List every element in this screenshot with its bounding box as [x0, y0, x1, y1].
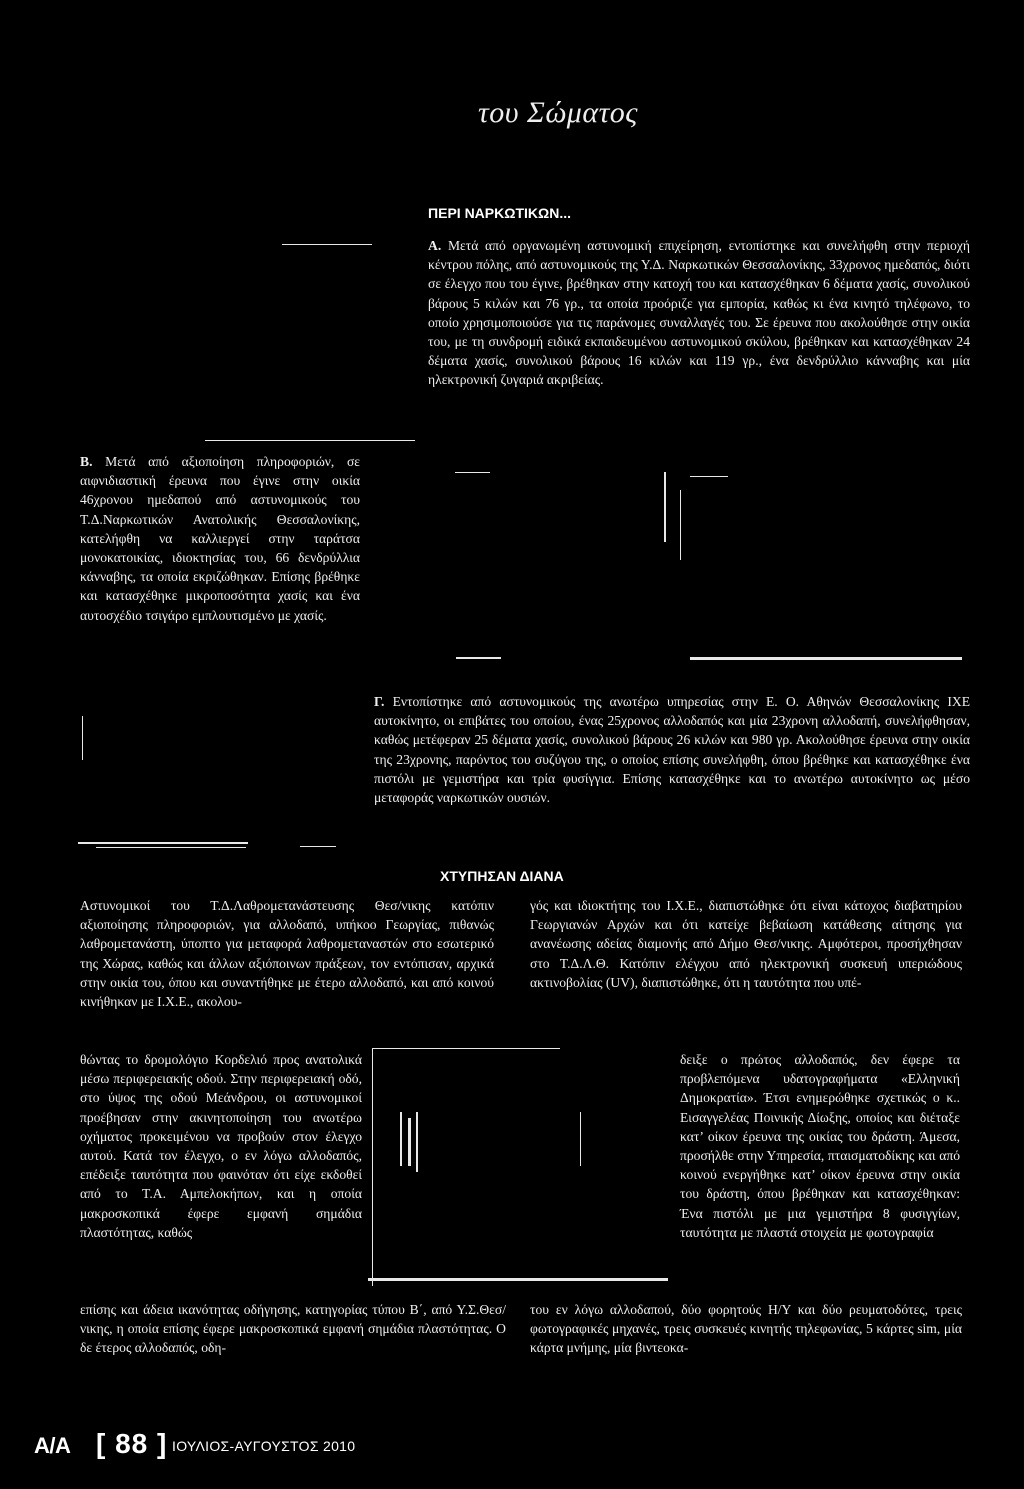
- story-left-bottom-text: επίσης και άδεια ικανότητας οδήγησης, κατηγορίας τύπου Β΄, από Υ.Σ.Θεσ/νικης, η οποία επίσης έφερε μακροσκοπικά εμφανή σημάδια πλαστότητας. Ο δε έτερος αλλοδαπός, οδη-: [80, 1302, 506, 1356]
- divider-line: [78, 842, 248, 844]
- page-header-title: του Σώματος: [478, 96, 638, 129]
- article-a-text: Μετά από οργανωμένη αστυνομική επιχείρηση, εντοπίστηκε και συνελήφθη στην περιοχή κέντρου πόλης, από αστυνομικούς της Υ.Δ. Ναρκωτικών Θεσσαλονίκης, 33χρονος ημεδαπός, διότι σε έλεγχο που του έγινε, βρέθηκαν στην κατοχή του και κατασχέθηκαν 6 δέματα χασίς, συνολικού βάρους 5 κιλών και 76 γρ., τα οποία προόριζε για εμπορία, καθώς κι ένα κινητό τηλέφωνο, το οποίο χρησιμοποιούσε για τις παράνομες συναλλαγές του. Σε έρευνα που ακολούθησε στην οικία του, με τη συνδρομή ειδικά εκπαιδευμένου αστυνομικού σκύλου, βρέθηκαν και κατασχέθηκαν 24 δέματα χασίς, συνολικού βάρους 16 κιλών και 119 γρ., ένα δενδρύλλιο κάνναβης και μία ηλεκτρονική ζυγαριά ακριβείας.: [428, 238, 970, 388]
- divider-line: [96, 847, 246, 848]
- story-heading: ΧΤΥΠΗΣΑΝ ΔΙΑΝΑ: [440, 868, 564, 884]
- section-heading: ΠΕΡΙ ΝΑΡΚΩΤΙΚΩΝ...: [428, 205, 572, 221]
- story-right-narrow: [680, 1050, 960, 1242]
- divider-line: [408, 1118, 411, 1166]
- article-b-text: Μετά από αξιοποίηση πληροφοριών, σε αιφνιδιαστική έρευνα που έγινε στην οικία 46χρονου ημεδαπού από αστυνομικούς του Τ.Δ.Ναρκωτικών Ανατολικής Θεσσαλονίκης, κατελήφθη να καλλιεργεί στην ταράτσα μονοκατοικίας, ιδιοκτησίας του, 66 δενδρύλλια κάνναβης, τα οποία εκριζώθηκαν. Επίσης βρέθηκε και κατασχέθηκε μικροποσότητα χασίς και ένα αυτοσχέδιο τσιγάρο εμπλουτισμένο με χασίς.: [80, 454, 360, 623]
- divider-line: [300, 846, 336, 847]
- article-c-text: Εντοπίστηκε από αστυνομικούς της ανωτέρω υπηρεσίας στην Ε. Ο. Αθηνών Θεσσαλονίκης ΙΧΕ αυτοκίνητο, οι επιβάτες του οποίου, ένας 25χρονος αλλοδαπός και μία 23χρονη αλλοδαπή, συνελήφθησαν, καθώς μετέφεραν 25 δέματα χασίς, συνολικού βάρους 26 κιλών και 980 γρ. Ακολούθησε έρευνα στην οικία της 23χρονης, παρόντος του συζύγου της, ο οποίος επίσης συνελήφθη, όπου βρέθηκε και κατασχέθηκε ένα πιστόλι με γεμιστήρα και τρία φυσίγγια. Επίσης κατασχέθηκε και το ανωτέρω αυτοκίνητο ως μέσο μεταφοράς ναρκωτικών ουσιών.: [374, 694, 970, 806]
- story-left-narrow: [80, 1050, 362, 1242]
- divider-line: [205, 440, 415, 441]
- story-right-bottom-text: του εν λόγω αλλοδαπού, δύο φορητούς Η/Υ και δύο ρευματοδότες, τρεις φωτογραφικές μηχανές, τρεις συσκευές κινητής τηλεφωνίας, 5 κάρτες sim, μία κάρτα μνήμης, μία βιντεοκα-: [530, 1302, 962, 1356]
- divider-line: [368, 1278, 668, 1281]
- magazine-logo: A/A: [34, 1433, 71, 1458]
- divider-line: [455, 472, 490, 473]
- divider-line: [372, 1048, 560, 1049]
- article-b: [80, 452, 360, 625]
- divider-line: [400, 1112, 402, 1166]
- divider-line: [282, 244, 372, 245]
- article-b-lead: Β.: [80, 454, 93, 469]
- divider-line: [690, 657, 962, 660]
- issue-date: ΙΟΥΛΙΟΣ-ΑΥΓΟΥΣΤΟΣ 2010: [172, 1438, 356, 1454]
- divider-line: [580, 1112, 581, 1166]
- story-right-bottom: [530, 1300, 962, 1358]
- page-number: [ 88 ]: [96, 1428, 168, 1459]
- story-left-bottom: [80, 1300, 506, 1358]
- article-a-lead: Α.: [428, 238, 442, 253]
- story-right-full: [530, 896, 962, 992]
- article-a: [428, 236, 970, 390]
- story-left-full-text: Αστυνομικοί του Τ.Δ.Λαθρομετανάστευσης Θεσ/νικης κατόπιν αξιοποίησης πληροφοριών, για αλλοδαπό, υπήκοο Γεωργίας, πιθανώς λαθρομετανάστη, ύποπτο για μεταφορά λαθρομεταναστών στο εσωτερικό της Χώρας, καθώς και άλλων αξιόποινων πράξεων, τον εντόπισαν, αρχικά στην οικία του, όπου και συναντήθηκε με έτερο αλλοδαπό, και από κοινού κινήθηκαν με Ι.Χ.Ε., ακολου-: [80, 898, 494, 1010]
- divider-line: [372, 1048, 373, 1286]
- article-c-lead: Γ.: [374, 694, 385, 709]
- divider-line: [82, 716, 83, 760]
- divider-line: [456, 657, 501, 659]
- article-c: [374, 692, 970, 807]
- divider-line: [680, 490, 681, 560]
- divider-line: [664, 472, 666, 542]
- story-right-full-text: γός και ιδιοκτήτης του Ι.Χ.Ε., διαπιστώθηκε ότι είναι κάτοχος διαβατηρίου Γεωργιανών Αρχών και ότι κατείχε βεβαίωση κατάθεσης αίτησης για ανανέωσης αδείας διαμονής από Δήμο Θεσ/νικης. Αμφότεροι, προσήχθησαν στο Τ.Δ.Λ.Θ. Κατόπιν ελέγχου από ηλεκτρονική συσκευή υπεριώδους ακτινοβολίας (UV), διαπιστώθηκε, ότι η ταυτότητα που υπέ-: [530, 898, 962, 990]
- story-left-narrow-text: θώντας το δρομολόγιο Κορδελιό προς ανατολικά μέσω περιφερειακής οδού. Στην περιφερειακή οδό, στο ύψος της οδού Μεάνδρου, οι αστυνομικοί προέβησαν στην ακινητοποίηση του ανωτέρω οχήματος προκειμένου να προβούν στον έλεγχο αυτού. Κατά τον έλεγχο, ο εν λόγω αλλοδαπός, επέδειξε ταυτότητα που φαινόταν ότι είχε εκδοθεί από το Τ.Α. Αμπελοκήπων, και η οποία μακροσκοπικά έφερε εμφανή σημάδια πλαστότητας, καθώς: [80, 1052, 362, 1240]
- divider-line: [416, 1112, 418, 1172]
- story-left-full: [80, 896, 494, 1011]
- divider-line: [690, 476, 728, 477]
- story-right-narrow-text: δειξε ο πρώτος αλλοδαπός, δεν έφερε τα προβλεπόμενα υδατογραφήματα «Ελληνική Δημοκρατία». Έτσι ενημερώθηκε σχετικώς ο κ.. Εισαγγελέας Ποινικής Δίωξης, οποίος και διέταξε κατ’ οίκον έρευνα της οικίας του δράστη. Άμεσα, προσήλθε στην Υπηρεσία, πταισματοδίκης και από κοινού ενεργήθηκε κατ’ οίκον έρευνα στην οικία του δράστη, όπου βρέθηκαν και κατασχέθηκαν: Ένα πιστόλι με μια γεμιστήρα 8 φυσιγγίων, ταυτότητα με πλαστά στοιχεία με φωτογραφία: [680, 1052, 960, 1240]
